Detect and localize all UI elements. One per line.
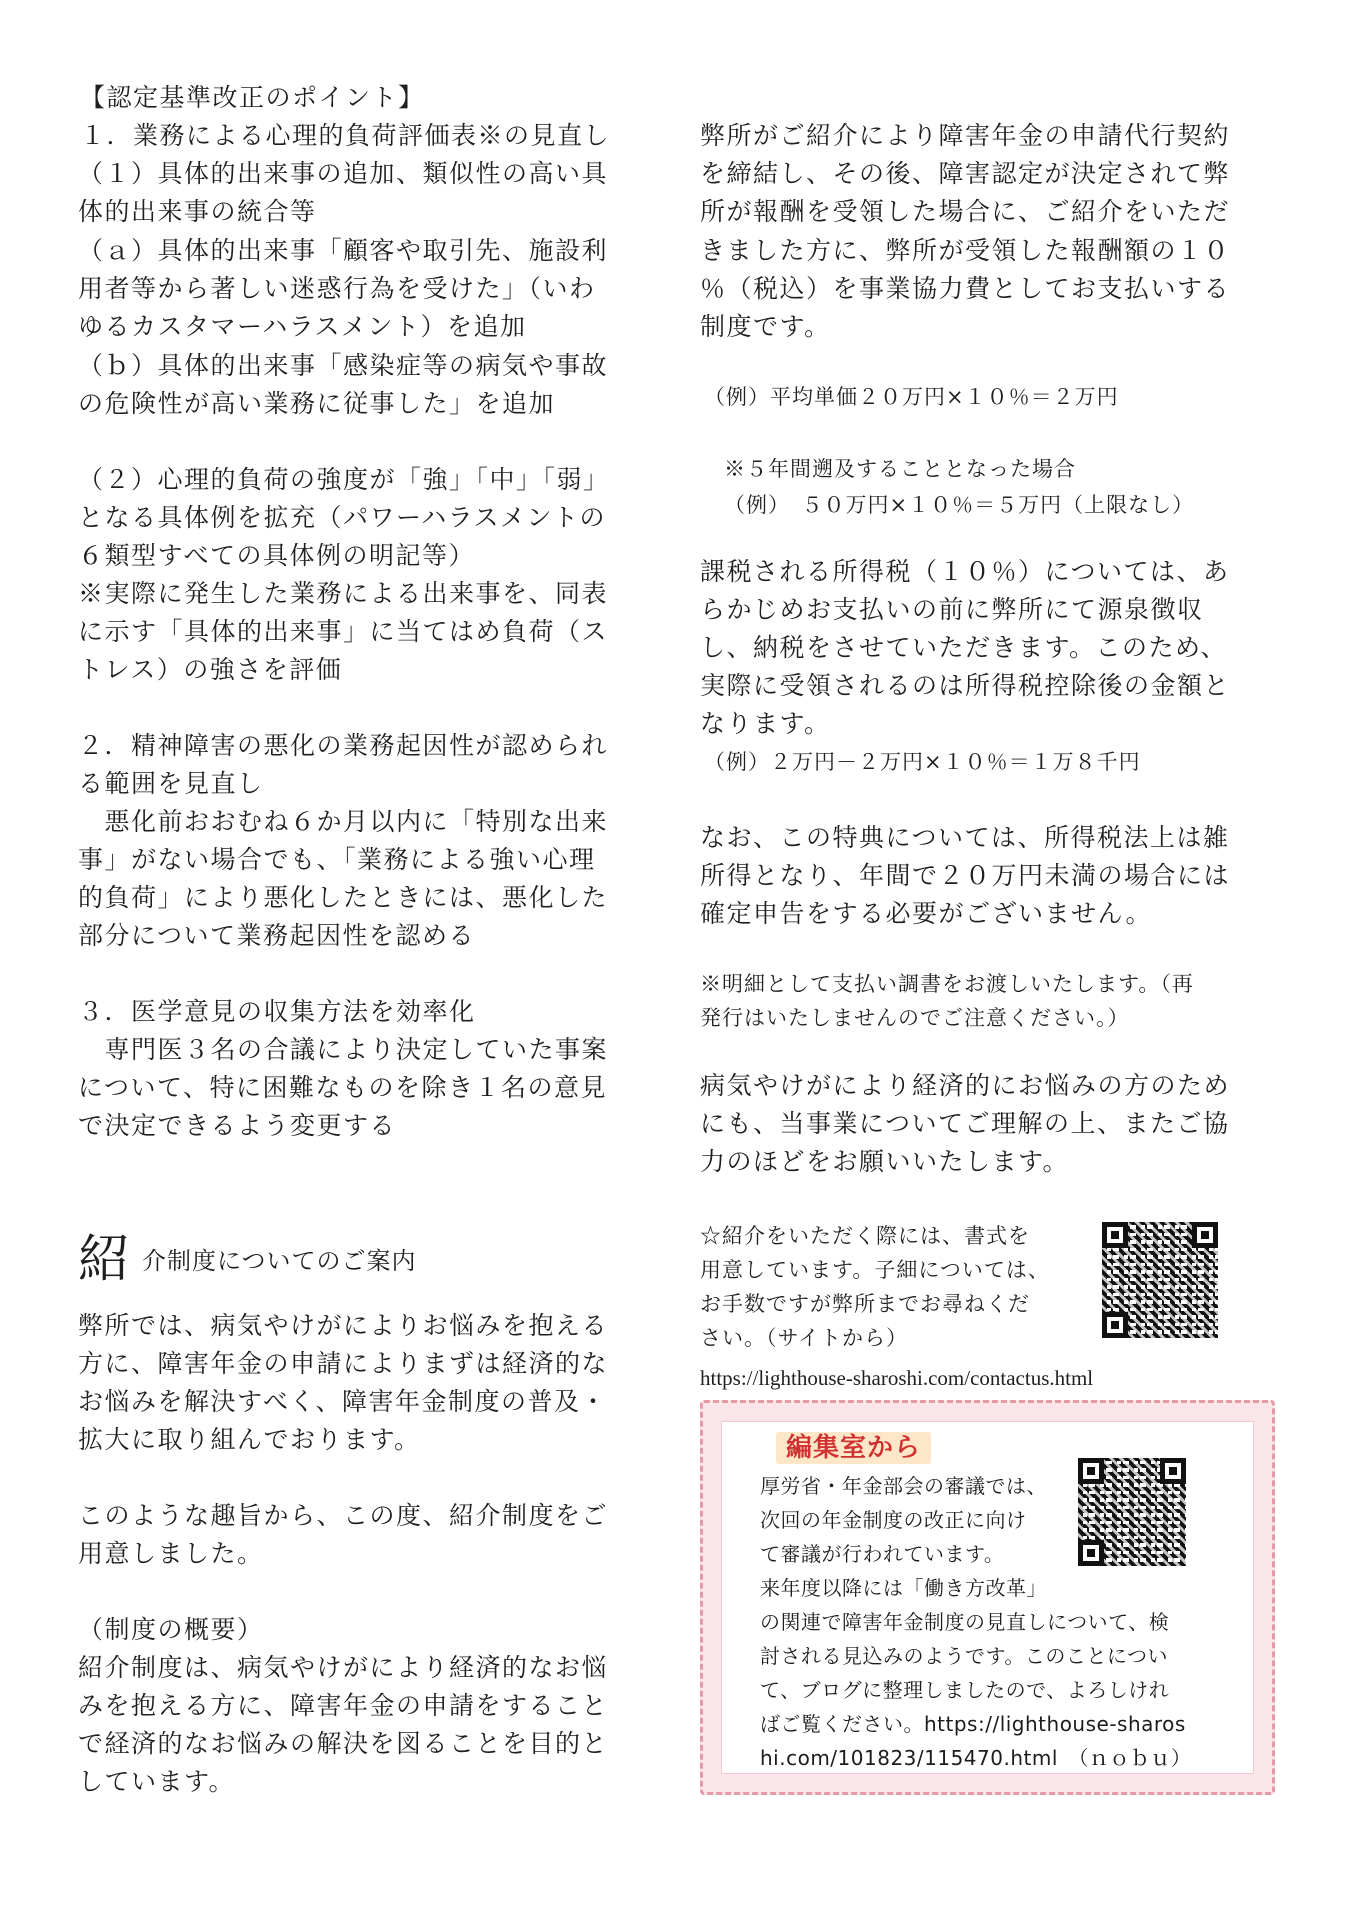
contact-url-link[interactable]: https://lighthouse-sharoshi.com/contactus.html	[700, 1366, 1094, 1390]
text-line: 拡大に取り組んでおります。	[78, 1425, 421, 1454]
text-line: 事」がない場合でも、「業務による強い心理	[78, 845, 596, 874]
text-line: このような趣旨から、この度、紹介制度をご	[78, 1501, 609, 1530]
contact-line: ☆紹介をいただく際には、書式を	[700, 1224, 1030, 1248]
text-line: に示す「具体的出来事」に当てはめ負荷（ス	[78, 617, 609, 646]
text-line: し、納税をさせていただきます。このため、	[700, 633, 1228, 662]
text-line: きました方に、弊所が受領した報酬額の１０	[700, 236, 1231, 265]
editorial-line: て、ブログに整理しましたので、よろしけれ	[760, 1678, 1170, 1702]
text-line: 方に、障害年金の申請によりまずは経済的な	[78, 1349, 609, 1378]
contact-line: 用意しています。子細については、	[700, 1258, 1050, 1282]
note-line: 発行はいたしませんのでご注意ください。）	[700, 1006, 1130, 1030]
text-line: 弊所がご紹介により障害年金の申請代行契約	[700, 121, 1231, 150]
section-heading: 介制度についてのご案内	[142, 1247, 417, 1275]
text-line: ６類型すべての具体例の明記等）	[78, 541, 476, 570]
text-line: 用者等から著しい迷惑行為を受けた」（いわ	[78, 274, 596, 303]
text-line: となる具体例を拡充（パワーハラスメントの	[78, 503, 607, 532]
contact-line: お手数ですが弊所までお尋ねくだ	[700, 1292, 1030, 1316]
text-line: 病気やけがにより経済的にお悩みの方のため	[700, 1071, 1231, 1100]
text-line: トレス）の強さを評価	[78, 655, 343, 684]
text-line: なお、この特典については、所得税法上は雑	[700, 823, 1230, 852]
text-line: 用意しました。	[78, 1539, 264, 1568]
example-note: ※５年間遡及することとなった場合	[724, 457, 1076, 481]
text-line: お悩みを解決すべく、障害年金制度の普及・	[78, 1387, 608, 1416]
text-line: 弊所では、病気やけがによりお悩みを抱える	[78, 1311, 609, 1340]
text-line: の危険性が高い業務に従事した」を追加	[78, 389, 556, 418]
text-line: 悪化前おおむね６か月以内に「特別な出来	[78, 807, 609, 836]
text-line: 体的出来事の統合等	[78, 197, 317, 226]
text-line: 力のほどをお願いいたします。	[700, 1147, 1070, 1176]
text-line: （制度の概要）	[78, 1615, 264, 1644]
text-line: なります。	[700, 709, 831, 738]
text-line: 課税される所得税（１０％）については、あ	[700, 557, 1230, 586]
editorial-line: の関連で障害年金制度の見直しについて、検	[760, 1610, 1170, 1634]
editorial-line: 次回の年金制度の改正に向け	[760, 1508, 1027, 1532]
text-line: について、特に困難なものを除き１名の意見	[78, 1073, 608, 1102]
text-line: ％（税込）を事業協力費としてお支払いする	[700, 274, 1231, 303]
text-line: 実際に受領されるのは所得税控除後の金額と	[700, 671, 1231, 700]
qr-code-icon	[1102, 1222, 1218, 1338]
qr-code-icon	[1078, 1458, 1186, 1566]
editorial-title: 編集室から	[776, 1432, 931, 1464]
example-line: （例）２万円－２万円×１０％＝１万８千円	[704, 750, 1141, 774]
example-line: （例） ５０万円×１０％＝５万円（上限なし）	[724, 493, 1195, 517]
text-line: 確定申告をする必要がございません。	[700, 899, 1153, 928]
editorial-box	[700, 1400, 1275, 1795]
text-line: みを抱える方に、障害年金の申請をすること	[78, 1691, 609, 1720]
editorial-inner	[721, 1421, 1254, 1774]
text-line: で経済的なお悩みの解決を図ることを目的と	[78, 1729, 609, 1758]
text-line: ゆるカスタマーハラスメント）を追加	[78, 312, 527, 341]
text-line: 紹介制度は、病気やけがにより経済的なお悩	[78, 1653, 609, 1682]
text-line: ２．精神障害の悪化の業務起因性が認められ	[78, 731, 609, 760]
text-line: ３．医学意見の収集方法を効率化	[78, 997, 476, 1026]
editorial-line: 来年度以降には「働き方改革」	[760, 1576, 1047, 1600]
example-line: （例）平均単価２０万円×１０％＝２万円	[704, 385, 1119, 409]
editorial-line: 厚労省・年金部会の審議では、	[760, 1474, 1047, 1498]
text-line: る範囲を見直し	[78, 769, 264, 798]
text-line: （ａ）具体的出来事「顧客や取引先、施設利	[78, 236, 609, 265]
editorial-line: hi.com/101823/115470.html （ｎｏｂｕ）	[760, 1746, 1192, 1770]
text-line: 部分について業務起因性を認める	[78, 921, 476, 950]
section-heading: 【認定基準改正のポイント】	[80, 83, 425, 112]
editorial-line: 討される見込みのようです。このことについ	[760, 1644, 1168, 1668]
text-line: （２）心理的負荷の強度が「強」「中」「弱」	[78, 465, 610, 494]
text-line: 所得となり、年間で２０万円未満の場合には	[700, 861, 1231, 890]
text-line: らかじめお支払いの前に弊所にて源泉徴収	[700, 595, 1204, 624]
text-line: （１）具体的出来事の追加、類似性の高い具	[78, 159, 609, 188]
text-line: １．業務による心理的負荷評価表※の見直し	[80, 121, 611, 150]
text-line: 制度です。	[700, 312, 831, 341]
text-line: 的負荷」により悪化したときには、悪化した	[78, 883, 609, 912]
editorial-line: て審議が行われています。	[760, 1542, 1005, 1566]
text-line: 専門医３名の合議により決定していた事案	[78, 1035, 609, 1064]
text-line: ※実際に発生した業務による出来事を、同表	[78, 579, 609, 608]
text-line: しています。	[78, 1767, 236, 1796]
text-line: （ｂ）具体的出来事「感染症等の病気や事故	[78, 351, 609, 380]
text-line: 所が報酬を受領した場合に、ご紹介をいただ	[700, 197, 1231, 226]
text-line: にも、当事業についてご理解の上、またご協	[700, 1109, 1230, 1138]
section-heading-large-char: 紹	[78, 1230, 131, 1290]
editorial-line: ばご覧ください。https://lighthouse-sharos	[760, 1712, 1186, 1736]
note-line: ※明細として支払い調書をお渡しいたします。（再	[700, 972, 1194, 996]
contact-line: さい。（サイトから）	[700, 1326, 909, 1350]
text-line: で決定できるよう変更する	[78, 1111, 397, 1140]
text-line: を締結し、その後、障害認定が決定されて弊	[700, 159, 1231, 188]
